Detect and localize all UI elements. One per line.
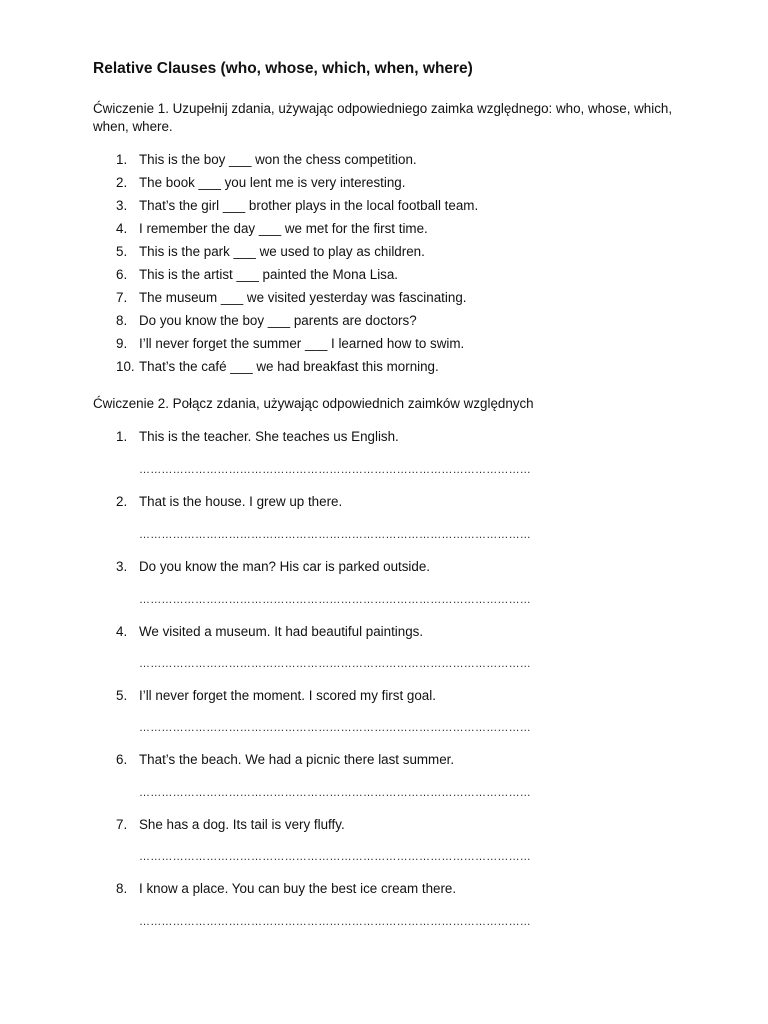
list-item <box>0 311 768 330</box>
item-text: I’ll never forget the summer ___ I learned how to swim. <box>139 336 465 351</box>
list-item <box>0 150 768 169</box>
item-number: 3. <box>116 559 128 574</box>
item-text: We visited a museum. It had beautiful paintings. <box>139 624 424 639</box>
item-number: 9. <box>116 336 128 351</box>
item-number: 1. <box>116 429 128 444</box>
item-number: 7. <box>116 290 128 305</box>
page-title: Relative Clauses (who, whose, which, when, where) <box>93 60 473 77</box>
item-text: That is the house. I grew up there. <box>139 494 343 509</box>
answer-line: …………………………………………………………………………………………… <box>139 788 531 798</box>
item-text: I remember the day ___ we met for the first time. <box>139 221 428 236</box>
answer-line: …………………………………………………………………………………………… <box>139 852 531 862</box>
item-text: That’s the beach. We had a picnic there last summer. <box>139 752 455 767</box>
exercise-2-instruction: Ćwiczenie 2. Połącz zdania, używając odpowiednich zaimków względnych <box>93 396 534 411</box>
exercise-1-instruction: Ćwiczenie 1. Uzupełnij zdania, używając odpowiedniego zaimka względnego: who, whose, which, when, where. <box>93 101 673 134</box>
list-item <box>0 288 768 307</box>
answer-line: …………………………………………………………………………………………… <box>139 530 531 540</box>
item-text: This is the artist ___ painted the Mona Lisa. <box>139 267 399 282</box>
item-number: 2. <box>116 175 128 190</box>
item-number: 5. <box>116 688 128 703</box>
list-item <box>0 196 768 215</box>
item-text: This is the park ___ we used to play as children. <box>139 244 425 259</box>
list-item <box>0 265 768 284</box>
item-text: Do you know the man? His car is parked outside. <box>139 559 431 574</box>
item-number: 10. <box>116 359 135 374</box>
item-text: Do you know the boy ___ parents are doctors? <box>139 313 417 328</box>
item-number: 8. <box>116 881 128 896</box>
item-number: 7. <box>116 817 128 832</box>
item-number: 2. <box>116 494 128 509</box>
item-number: 8. <box>116 313 128 328</box>
item-text: I’ll never forget the moment. I scored my first goal. <box>139 688 436 703</box>
item-number: 6. <box>116 267 128 282</box>
item-text: She has a dog. Its tail is very fluffy. <box>139 817 345 832</box>
item-text: This is the teacher. She teaches us English. <box>139 429 399 444</box>
item-number: 4. <box>116 221 128 236</box>
item-number: 4. <box>116 624 128 639</box>
item-number: 1. <box>116 152 128 167</box>
item-text: This is the boy ___ won the chess competition. <box>139 152 417 167</box>
answer-line: …………………………………………………………………………………………… <box>139 723 531 733</box>
item-number: 3. <box>116 198 128 213</box>
list-item <box>0 173 768 192</box>
answer-line: …………………………………………………………………………………………… <box>139 659 531 669</box>
item-text: I know a place. You can buy the best ice cream there. <box>139 881 457 896</box>
item-number: 5. <box>116 244 128 259</box>
item-text: That’s the café ___ we had breakfast this morning. <box>139 359 439 374</box>
item-text: That’s the girl ___ brother plays in the local football team. <box>139 198 479 213</box>
answer-line: …………………………………………………………………………………………… <box>139 595 531 605</box>
answer-line: …………………………………………………………………………………………… <box>139 917 531 927</box>
item-text: The museum ___ we visited yesterday was fascinating. <box>139 290 467 305</box>
item-number: 6. <box>116 752 128 767</box>
list-item <box>0 242 768 261</box>
list-item <box>0 219 768 238</box>
list-item <box>0 334 768 353</box>
list-item <box>0 357 768 376</box>
item-text: The book ___ you lent me is very interesting. <box>139 175 406 190</box>
answer-line: …………………………………………………………………………………………… <box>139 465 531 475</box>
